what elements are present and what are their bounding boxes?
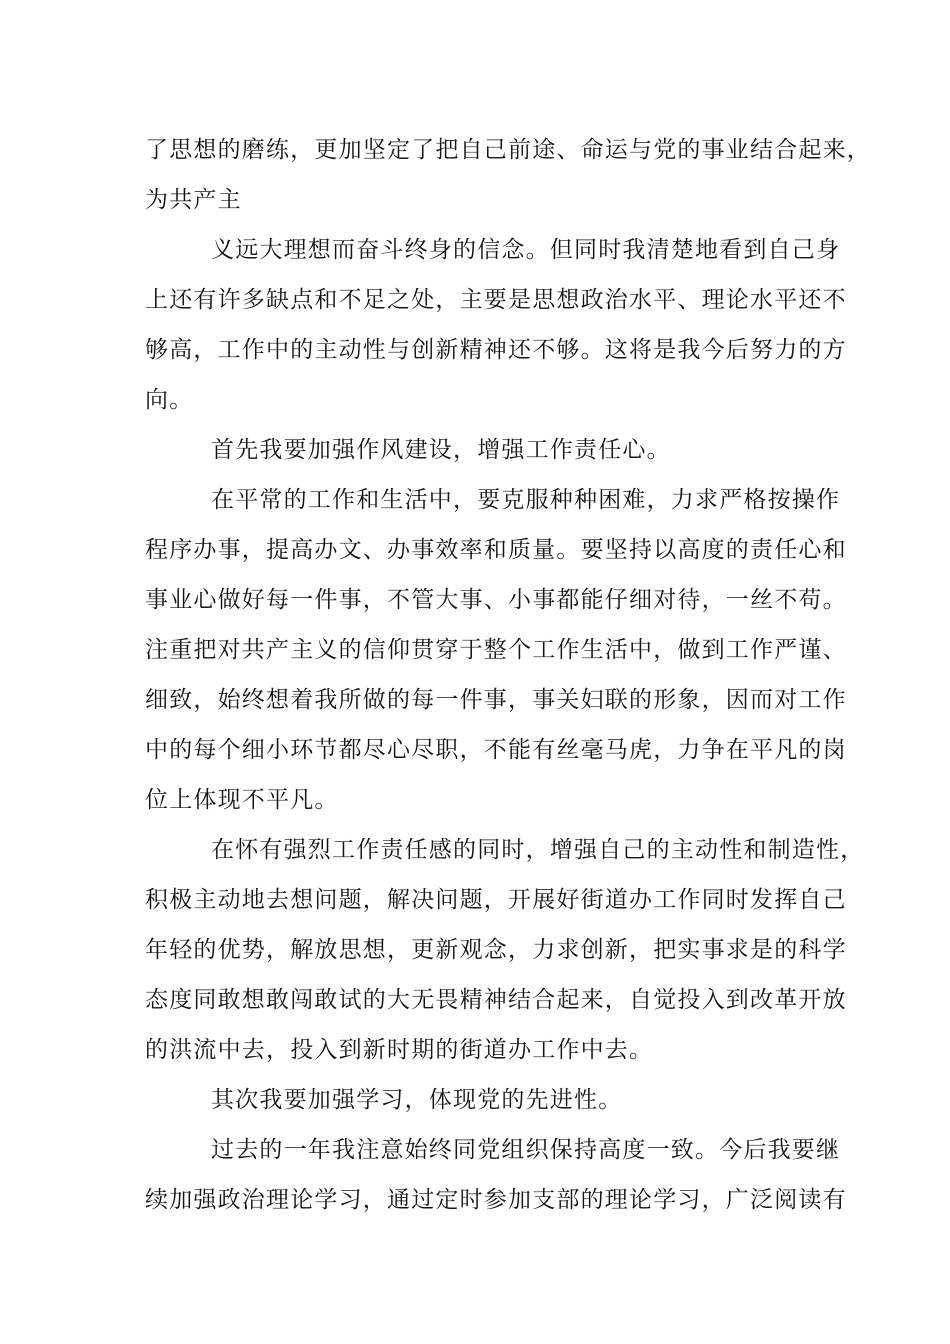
paragraph-heading: 其次我要加强学习，体现党的先进性。	[211, 1087, 623, 1113]
text-line: 中的每个细小环节都尽心尽职，不能有丝毫马虎，力争在平凡的岗	[145, 737, 847, 763]
text-line: 的洪流中去，投入到新时期的街道办工作中去。	[145, 1037, 654, 1063]
text-line: 程序办事，提高办文、办事效率和质量。要坚持以高度的责任心和	[145, 537, 847, 563]
text-line: 续加强政治理论学习，通过定时参加支部的理论学习，广泛阅读有	[145, 1187, 847, 1213]
paragraph-start: 在平常的工作和生活中，要克服种种困难，力求严格按操作	[211, 487, 841, 513]
paragraph-heading: 首先我要加强作风建设，增强工作责任心。	[211, 437, 671, 463]
paragraph-start: 在怀有强烈工作责任感的同时，增强自己的主动性和制造性，	[211, 837, 865, 863]
paragraph-start: 过去的一年我注意始终同党组织保持高度一致。今后我要继	[211, 1137, 841, 1163]
text-line: 够高，工作中的主动性与创新精神还不够。这将是我今后努力的方	[145, 337, 847, 363]
text-line: 了思想的磨练，更加坚定了把自己前途、命运与党的事业结合起来，	[145, 137, 871, 163]
text-line: 注重把对共产主义的信仰贯穿于整个工作生活中，做到工作严谨、	[145, 637, 847, 663]
paragraph-start: 义远大理想而奋斗终身的信念。但同时我清楚地看到自己身	[211, 237, 841, 263]
text-line: 位上体现不平凡。	[145, 787, 339, 813]
text-line: 细致，始终想着我所做的每一件事，事关妇联的形象，因而对工作	[145, 687, 847, 713]
text-line: 上还有许多缺点和不足之处，主要是思想政治水平、理论水平还不	[145, 287, 847, 313]
text-line: 事业心做好每一件事，不管大事、小事都能仔细对待，一丝不苟。	[145, 587, 847, 613]
text-line: 向。	[145, 387, 194, 413]
text-line: 积极主动地去想问题，解决问题，开展好街道办工作同时发挥自己	[145, 887, 847, 913]
text-line: 态度同敢想敢闯敢试的大无畏精神结合起来，自觉投入到改革开放	[145, 987, 847, 1013]
text-line: 年轻的优势，解放思想，更新观念，力求创新，把实事求是的科学	[145, 937, 847, 963]
text-line: 为共产主	[145, 187, 242, 213]
